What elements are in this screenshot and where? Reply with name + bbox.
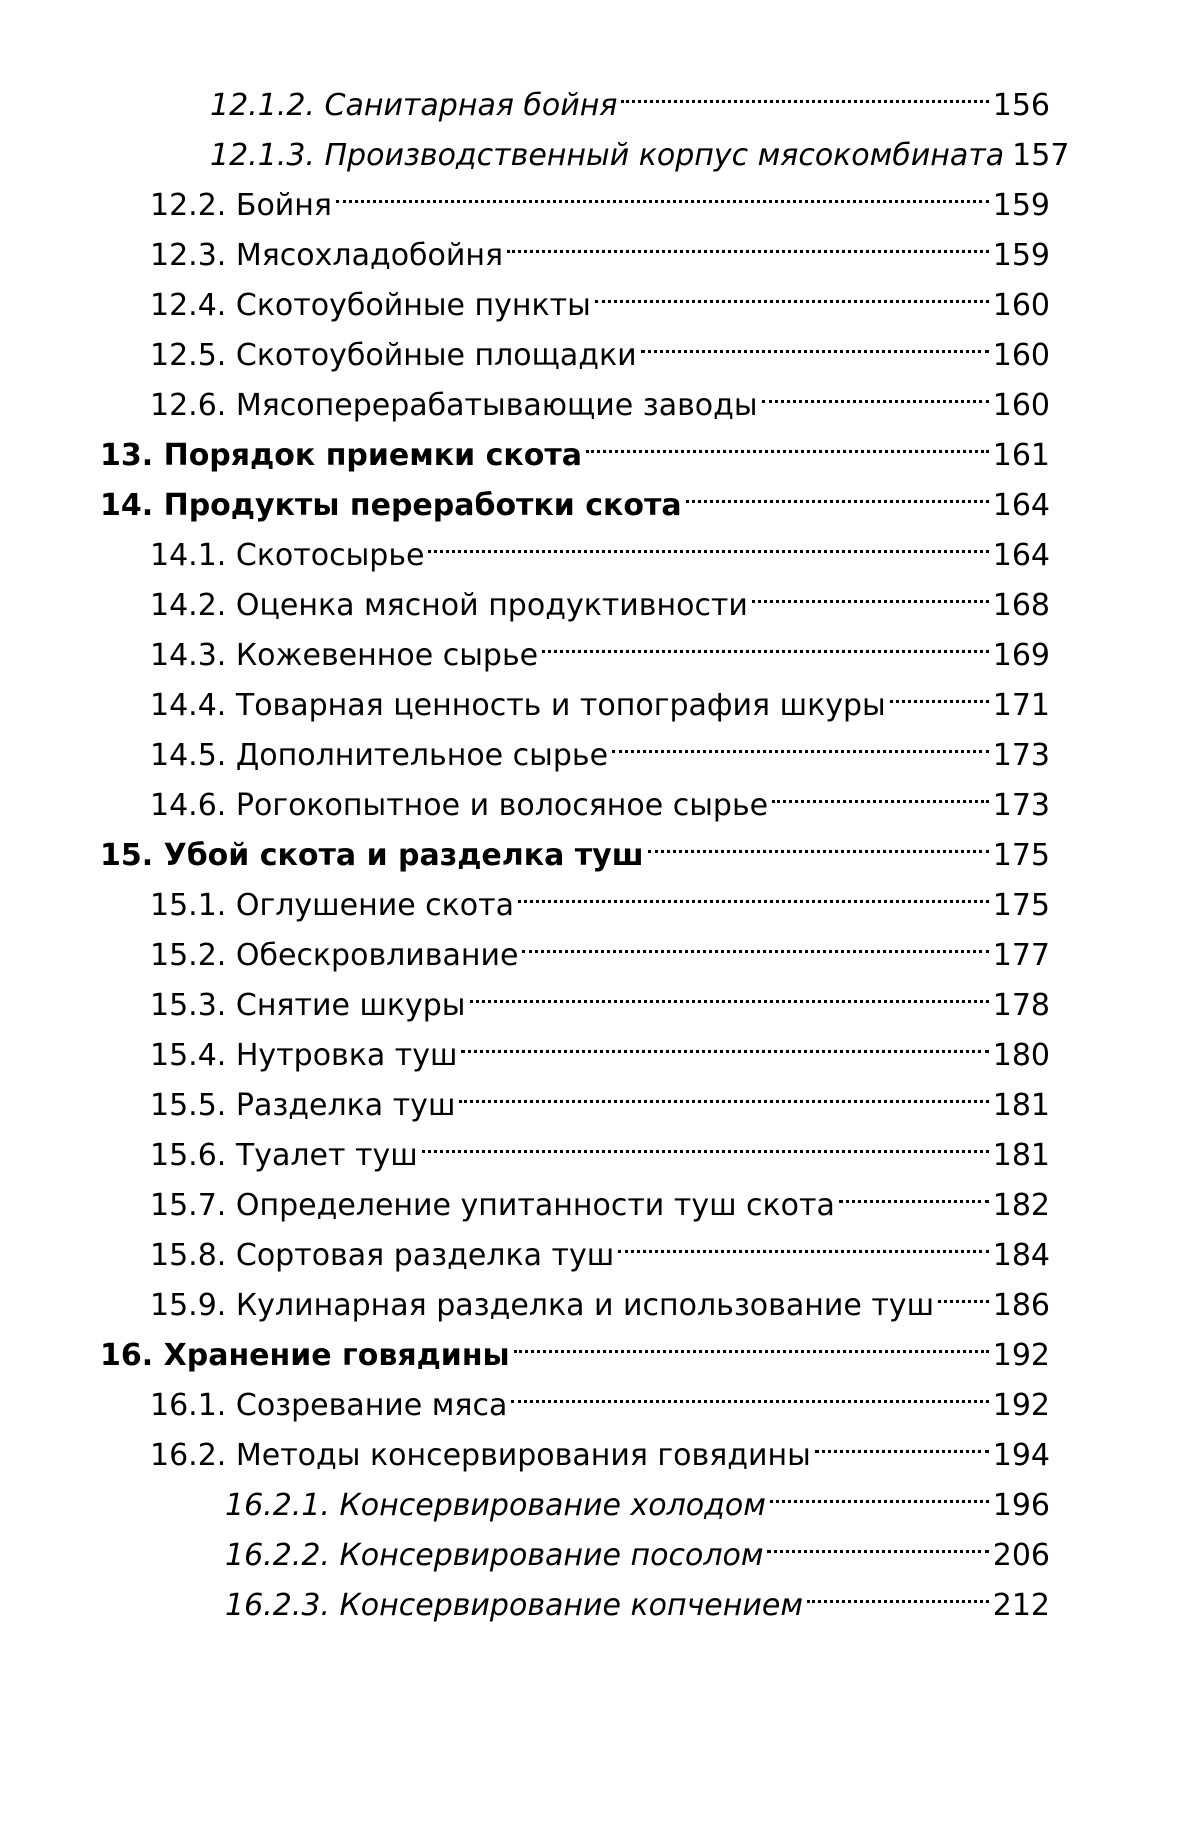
toc-leader-dots [767, 1515, 988, 1565]
table-of-contents [100, 65, 1070, 1623]
toc-entry-page: 186 [992, 1288, 1050, 1323]
toc-entry-title: 15.3. Снятие шкуры [150, 988, 466, 1023]
toc-leader-dots [772, 765, 989, 815]
toc-entry-page: 182 [992, 1188, 1050, 1223]
toc-chapter-page: 192 [992, 1338, 1050, 1373]
toc-entry-page: 196 [992, 1488, 1050, 1523]
toc-entry-title: 14.2. Оценка мясной продуктивности [150, 588, 748, 623]
toc-entry-page: 160 [992, 388, 1050, 423]
toc-leader-dots [522, 915, 988, 965]
toc-leader-dots [518, 865, 989, 915]
toc-entry-title: 12.1.3. Производственный корпус мясокомбината [210, 138, 1005, 173]
toc-leader-dots [461, 1015, 988, 1065]
toc-entry-page: 160 [992, 338, 1050, 373]
toc-entry-title: 15.7. Определение упитанности туш скота [150, 1188, 835, 1223]
toc-leader-dots [648, 815, 989, 865]
toc-entry-title: 15.4. Нутровка туш [150, 1038, 458, 1073]
toc-leader-dots [336, 165, 989, 215]
toc-entry-page: 212 [992, 1588, 1050, 1623]
toc-entry [100, 65, 1050, 123]
toc-leader-dots [752, 565, 989, 615]
toc-entry-title: 14.5. Дополнительное сырье [150, 738, 609, 773]
toc-leader-dots [890, 665, 989, 715]
toc-leader-dots [618, 1215, 989, 1265]
toc-entry-title: 12.1.2. Санитарная бойня [210, 88, 618, 123]
toc-entry-page: 206 [992, 1538, 1050, 1573]
toc-entry-title: 12.5. Скотоубойные площадки [150, 338, 637, 373]
toc-entry-title: 14.1. Скотосырье [150, 538, 425, 573]
toc-entry-title: 16.1. Созревание мяса [150, 1388, 508, 1423]
toc-entry-title: 14.6. Рогокопытное и волосяное сырье [150, 788, 769, 823]
toc-leader-dots [839, 1165, 989, 1215]
toc-entry-page: 180 [992, 1038, 1050, 1073]
toc-entry-page: 177 [992, 938, 1050, 973]
toc-leader-dots [815, 1415, 989, 1465]
toc-leader-dots [542, 615, 989, 665]
toc-chapter-page: 164 [992, 488, 1050, 523]
toc-entry-page: 157 [1012, 138, 1070, 173]
toc-chapter-title: 13. Порядок приемки скота [100, 438, 582, 473]
toc-leader-dots [507, 215, 989, 265]
toc-entry-page: 173 [992, 738, 1050, 773]
toc-entry-page: 178 [992, 988, 1050, 1023]
toc-entry-title: 16.2.3. Консервирование копчением [225, 1588, 803, 1623]
toc-leader-dots [586, 415, 989, 465]
toc-chapter-title: 14. Продукты переработки скота [100, 488, 682, 523]
toc-entry-title: 15.5. Разделка туш [150, 1088, 456, 1123]
toc-chapter-title: 15. Убой скота и разделка туш [100, 838, 644, 873]
toc-chapter-title: 16. Хранение говядины [100, 1338, 510, 1373]
toc-entry-title: 15.9. Кулинарная разделка и использование туш [150, 1288, 935, 1323]
toc-chapter-page: 175 [992, 838, 1050, 873]
toc-entry-page: 168 [992, 588, 1050, 623]
toc-leader-dots [938, 1265, 989, 1315]
toc-entry-page: 160 [992, 288, 1050, 323]
toc-entry-page: 159 [992, 188, 1050, 223]
toc-entry-page: 171 [992, 688, 1050, 723]
toc-leader-dots [459, 1065, 988, 1115]
toc-entry-title: 15.8. Сортовая разделка туш [150, 1238, 615, 1273]
toc-entry-page: 175 [992, 888, 1050, 923]
toc-entry-title: 16.2.1. Консервирование холодом [225, 1488, 766, 1523]
toc-entry-page: 173 [992, 788, 1050, 823]
toc-entry-page: 159 [992, 238, 1050, 273]
toc-entry-title: 14.4. Товарная ценность и топография шкуры [150, 688, 886, 723]
toc-leader-dots [595, 265, 989, 315]
toc-entry-page: 184 [992, 1238, 1050, 1273]
toc-leader-dots [686, 465, 989, 515]
toc-entry-title: 12.6. Мясоперерабатывающие заводы [150, 388, 758, 423]
toc-entry-title: 12.3. Мясохладобойня [150, 238, 504, 273]
toc-leader-dots [621, 65, 988, 115]
toc-leader-dots [422, 1115, 989, 1165]
toc-entry-page: 194 [992, 1438, 1050, 1473]
toc-entry-title: 12.2. Бойня [150, 188, 332, 223]
toc-leader-dots [470, 965, 989, 1015]
toc-leader-dots [807, 1565, 989, 1615]
toc-leader-dots [612, 715, 989, 765]
toc-entry-title: 15.2. Обескровливание [150, 938, 519, 973]
toc-entry-page: 192 [992, 1388, 1050, 1423]
toc-entry-title: 15.1. Оглушение скота [150, 888, 515, 923]
toc-entry-title: 14.3. Кожевенное сырье [150, 638, 539, 673]
toc-entry-title: 16.2.2. Консервирование посолом [225, 1538, 764, 1573]
toc-entry-title: 16.2. Методы консервирования говядины [150, 1438, 811, 1473]
toc-leader-dots [762, 365, 989, 415]
toc-entry-page: 181 [992, 1088, 1050, 1123]
toc-entry-page: 169 [992, 638, 1050, 673]
toc-chapter-page: 161 [992, 438, 1050, 473]
toc-entry-page: 181 [992, 1138, 1050, 1173]
toc-entry-title: 15.6. Туалет туш [150, 1138, 418, 1173]
toc-leader-dots [641, 315, 989, 365]
toc-entry-title: 12.4. Скотоубойные пункты [150, 288, 591, 323]
toc-entry-page: 156 [992, 88, 1050, 123]
toc-leader-dots [428, 515, 988, 565]
toc-leader-dots [770, 1465, 989, 1515]
toc-leader-dots [514, 1315, 989, 1365]
toc-entry-page: 164 [992, 538, 1050, 573]
toc-leader-dots [511, 1365, 988, 1415]
